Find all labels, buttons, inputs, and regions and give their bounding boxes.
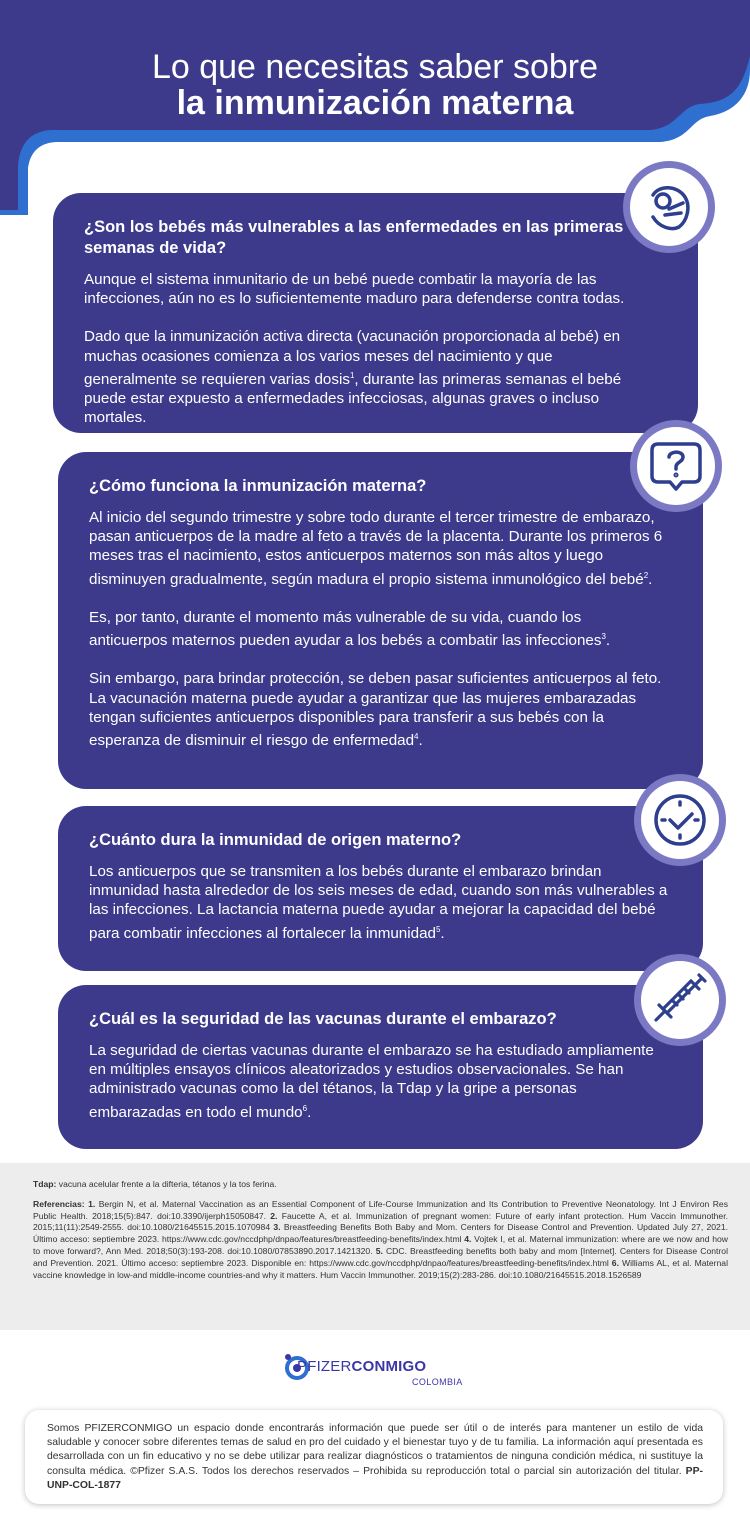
card-paragraph: Al inicio del segundo trimestre y sobre todo durante el tercer trimestre de embarazo, pasan anticuerpos de la madre al feto a través de la placenta. Durante los primeros 6 meses tras el nacimiento, estos anticuerpos maternos son más altos y luego disminuyen gradualmente, según madura el propio sistema inmunológico del bebé$^2$. [89, 509, 663, 588]
card-paragraph: Es, por tanto, durante el momento más vulnerable de su vida, cuando los anticuerpos maternos pueden ayudar a los bebés a combatir las infecciones$^3$. [89, 608, 611, 650]
disclaimer-text: Somos PFIZERCONMIGO un espacio donde encontrarás información que puede ser útil o de interés para mantener un estilo de vida saludable y conocer sobre diferentes temas de salud en pro del cuidado y el bienestar tuyo y de tu familia. La información aquí presentada es desarrollada con un fin educativo y no se debe utilizar para realizar diagnósticos o tratamientos de ninguna condición médica, ni sustituye la consulta médica. ©Pfizer S.A.S. Todos los derechos reservados – Prohibida su reproducción total o parcial sin autorización del titular. [47, 1423, 703, 1477]
info-card-vulnerability [53, 193, 698, 433]
info-card-duration [58, 806, 703, 971]
baby-icon [643, 181, 695, 233]
page-title-line2: la inmunización materna [176, 84, 574, 122]
card-question: ¿Cuál es la seguridad de las vacunas durante el embarazo? [89, 1010, 557, 1028]
badge-clock [634, 774, 726, 866]
badge-question [630, 420, 722, 512]
card-question: ¿Cómo funciona la inmunización materna? [89, 477, 427, 495]
disclaimer-box [25, 1410, 723, 1504]
card-paragraph: La seguridad de ciertas vacunas durante el embarazo se ha estudiado ampliamente en múltiples ensayos clínicos aleatorizados y estudios observacionales. Se han administrado vacunas como la del tétanos, la Tdap y la gripe a personas embarazadas en todo el mundo$^6$. [89, 1042, 654, 1121]
info-card-safety [58, 985, 703, 1149]
card-paragraph: Dado que la inmunización activa directa (vacunación proporcionada al bebé) en muchas ocasiones comienza a los varios meses del nacimiento y que generalmente se requieren varias dosis$^1$, durante las primeras semanas el bebé puede estar expuesto a enfermedades infecciosas, algunas graves o incluso mortales. [84, 328, 622, 427]
syringe-icon [651, 971, 709, 1029]
disclaimer-code: PP-UNP-COL-1877 [47, 1465, 703, 1491]
card-paragraph: Sin embargo, para brindar protección, se deben pasar suficientes anticuerpos al feto. La vacunación materna puede ayudar a garantizar que las mujeres embarazadas tengan suficientes anticuerpos disponibles para transferir a sus bebés con la esperanza de disminuir el riesgo de enfermedad$^4$. [89, 670, 662, 750]
tdap-note: Tdap: vacuna acelular frente a la difteria, tétanos y la tos ferina. [33, 1179, 277, 1189]
card-question: ¿Cuánto dura la inmunidad de origen materno? [89, 831, 462, 849]
brand-name: PFIZERCONMIGO [297, 1358, 427, 1375]
page-title-line1: Lo que necesitas saber sobre [151, 48, 599, 86]
clock-icon [652, 792, 708, 848]
badge-syringe [634, 954, 726, 1046]
question-bubble-icon [648, 438, 704, 494]
badge-baby [623, 161, 715, 253]
card-paragraph: Los anticuerpos que se transmiten a los bebés durante el embarazo brindan inmunidad hasta alrededor de los seis meses de edad, cuando son más vulnerables a las infecciones. La lactancia materna puede ayudar a mejorar la capacidad del bebé para combatir infecciones al fortalecer la inmunidad$^5$. [89, 863, 668, 942]
card-question: ¿Son los bebés más vulnerables a las enfermedades en las primeras semanas de vida? [84, 218, 624, 257]
references-list: Referencias: 1. Bergin N, et al. Maternal Vaccination as an Essential Component of Life-Course Immunization and Its Contribution to Preventive Neonatology. Int J Environ Res Public Health. 2018;15(5):847. doi:10.3390/ijerph15050847. 2. Faucette A, et al. Immunization of pregnant women: Future of early infant protection. Hum Vaccin Immunother. 2015;11(11):2549-2555. doi:10.1080/21645515.2015.1070984 3. Breastfeeding Benefits Both Baby and Mom. Centers for Disease Control and Prevention. Updated July 27, 2021. Último acceso: septiembre 2023. https://www.cdc.gov/nccdphp/dnpao/features/breastfeeding-benefits/index.html 4. Vojtek I, et al. Maternal immunization: where are we now and how to move forward?, Ann Med. 2018;50(3):193-208. doi:10.1080/07853890.2017.1421320. 5. CDC. Breastfeeding benefits both baby and mom [Internet]. Centers for Disease Control and Prevention. 2021. Último acceso: septiembre 2023. Disponible en: https://www.cdc.gov/nccdphp/dnpao/features/breastfeeding-benefits/index.html 6. Williams AL, et al. Maternal vaccine knowledge in low-and middle-income countries-and why it matters. Hum Vaccin Immunother. 2019;15(2):283-286. doi:10.1080/21645515.2018.1526589 [33, 1198, 729, 1280]
brand-country: COLOMBIA [412, 1377, 463, 1387]
card-paragraph: Aunque el sistema inmunitario de un bebé puede combatir la mayoría de las infecciones, aún no es lo suficientemente maduro para defenderse contra todas. [84, 271, 625, 308]
references-section [0, 1163, 750, 1330]
info-card-how-it-works [58, 452, 703, 789]
